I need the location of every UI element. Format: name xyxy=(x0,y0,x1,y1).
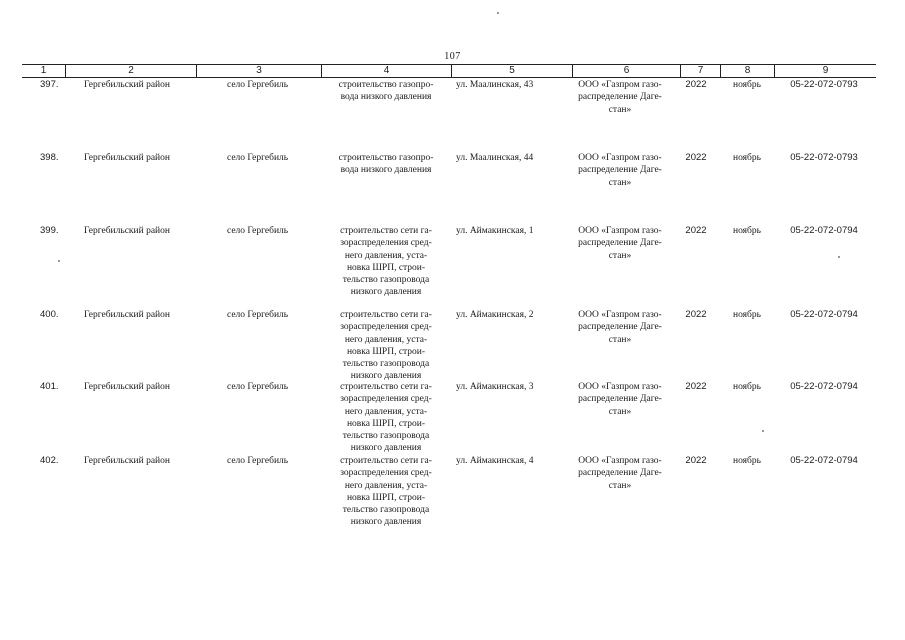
year-cell: 2022 xyxy=(685,225,707,236)
address-cell: ул. Аймакинская, 3 xyxy=(456,382,534,392)
table-header-row xyxy=(22,64,876,78)
work-description-cell: строительство газопро- вода низкого давления xyxy=(338,80,434,103)
organization-cell: ООО «Газпром газо- распределение Даге- стан» xyxy=(578,310,662,345)
year-cell: 2022 xyxy=(685,381,707,392)
district-cell: Гергебильский район xyxy=(84,310,170,320)
month-cell: ноябрь xyxy=(733,456,761,466)
work-description-cell: строительство сети га- зораспределения сред- него давления, уста- новка ШРП, строи- тельство газопровода низкого давления xyxy=(340,310,432,382)
header-cell-8: 8 xyxy=(721,65,775,77)
scan-speck xyxy=(497,12,499,14)
organization-cell: ООО «Газпром газо- распределение Даге- стан» xyxy=(578,382,662,417)
code-cell: 05-22-072-0793 xyxy=(790,79,858,90)
year-cell: 2022 xyxy=(685,455,707,466)
code-cell: 05-22-072-0794 xyxy=(790,455,858,466)
address-cell: ул. Маалинская, 43 xyxy=(456,80,534,90)
settlement-cell: село Гергебиль xyxy=(227,310,289,320)
district-cell: Гергебильский район xyxy=(84,153,170,163)
month-cell: ноябрь xyxy=(733,382,761,392)
month-cell: ноябрь xyxy=(733,310,761,320)
district-cell: Гергебильский район xyxy=(84,80,170,90)
header-cell-2: 2 xyxy=(66,65,197,77)
year-cell: 2022 xyxy=(685,309,707,320)
address-cell: ул. Аймакинская, 2 xyxy=(456,310,534,320)
code-cell: 05-22-072-0794 xyxy=(790,225,858,236)
code-cell: 05-22-072-0794 xyxy=(790,309,858,320)
address-cell: ул. Аймакинская, 1 xyxy=(456,226,534,236)
scan-speck xyxy=(762,430,764,432)
year-cell: 2022 xyxy=(685,152,707,163)
header-cell-7: 7 xyxy=(681,65,721,77)
settlement-cell: село Гергебиль xyxy=(227,153,289,163)
code-cell: 05-22-072-0793 xyxy=(790,152,858,163)
settlement-cell: село Гергебиль xyxy=(227,80,289,90)
month-cell: ноябрь xyxy=(733,226,761,236)
row-number: 397. xyxy=(40,79,59,90)
code-cell: 05-22-072-0794 xyxy=(790,381,858,392)
settlement-cell: село Гергебиль xyxy=(227,456,289,466)
header-cell-1: 1 xyxy=(22,65,66,77)
address-cell: ул. Аймакинская, 4 xyxy=(456,456,534,466)
month-cell: ноябрь xyxy=(733,80,761,90)
row-number: 401. xyxy=(40,381,59,392)
header-cell-6: 6 xyxy=(573,65,681,77)
work-description-cell: строительство сети га- зораспределения сред- него давления, уста- новка ШРП, строи- тельство газопровода низкого давления xyxy=(340,456,432,528)
header-cell-4: 4 xyxy=(322,65,452,77)
organization-cell: ООО «Газпром газо- распределение Даге- стан» xyxy=(578,153,662,188)
header-cell-3: 3 xyxy=(197,65,322,77)
row-number: 398. xyxy=(40,152,59,163)
settlement-cell: село Гергебиль xyxy=(227,226,289,236)
district-cell: Гергебильский район xyxy=(84,226,170,236)
page-number: 107 xyxy=(444,51,461,62)
organization-cell: ООО «Газпром газо- распределение Даге- стан» xyxy=(578,456,662,491)
year-cell: 2022 xyxy=(685,79,707,90)
scan-speck xyxy=(838,256,840,258)
work-description-cell: строительство газопро- вода низкого давления xyxy=(338,153,434,176)
work-description-cell: строительство сети га- зораспределения сред- него давления, уста- новка ШРП, строи- тельство газопровода низкого давления xyxy=(340,382,432,454)
header-cell-9: 9 xyxy=(822,65,829,76)
header-cell-5: 5 xyxy=(452,65,573,77)
month-cell: ноябрь xyxy=(733,153,761,163)
row-number: 399. xyxy=(40,225,59,236)
settlement-cell: село Гергебиль xyxy=(227,382,289,392)
work-description-cell: строительство сети га- зораспределения сред- него давления, уста- новка ШРП, строи- тельство газопровода низкого давления xyxy=(340,226,432,298)
address-cell: ул. Маалинская, 44 xyxy=(456,153,534,163)
district-cell: Гергебильский район xyxy=(84,456,170,466)
scan-speck xyxy=(58,260,60,262)
row-number: 402. xyxy=(40,455,59,466)
district-cell: Гергебильский район xyxy=(84,382,170,392)
organization-cell: ООО «Газпром газо- распределение Даге- стан» xyxy=(578,226,662,261)
organization-cell: ООО «Газпром газо- распределение Даге- стан» xyxy=(578,80,662,115)
row-number: 400. xyxy=(40,309,59,320)
